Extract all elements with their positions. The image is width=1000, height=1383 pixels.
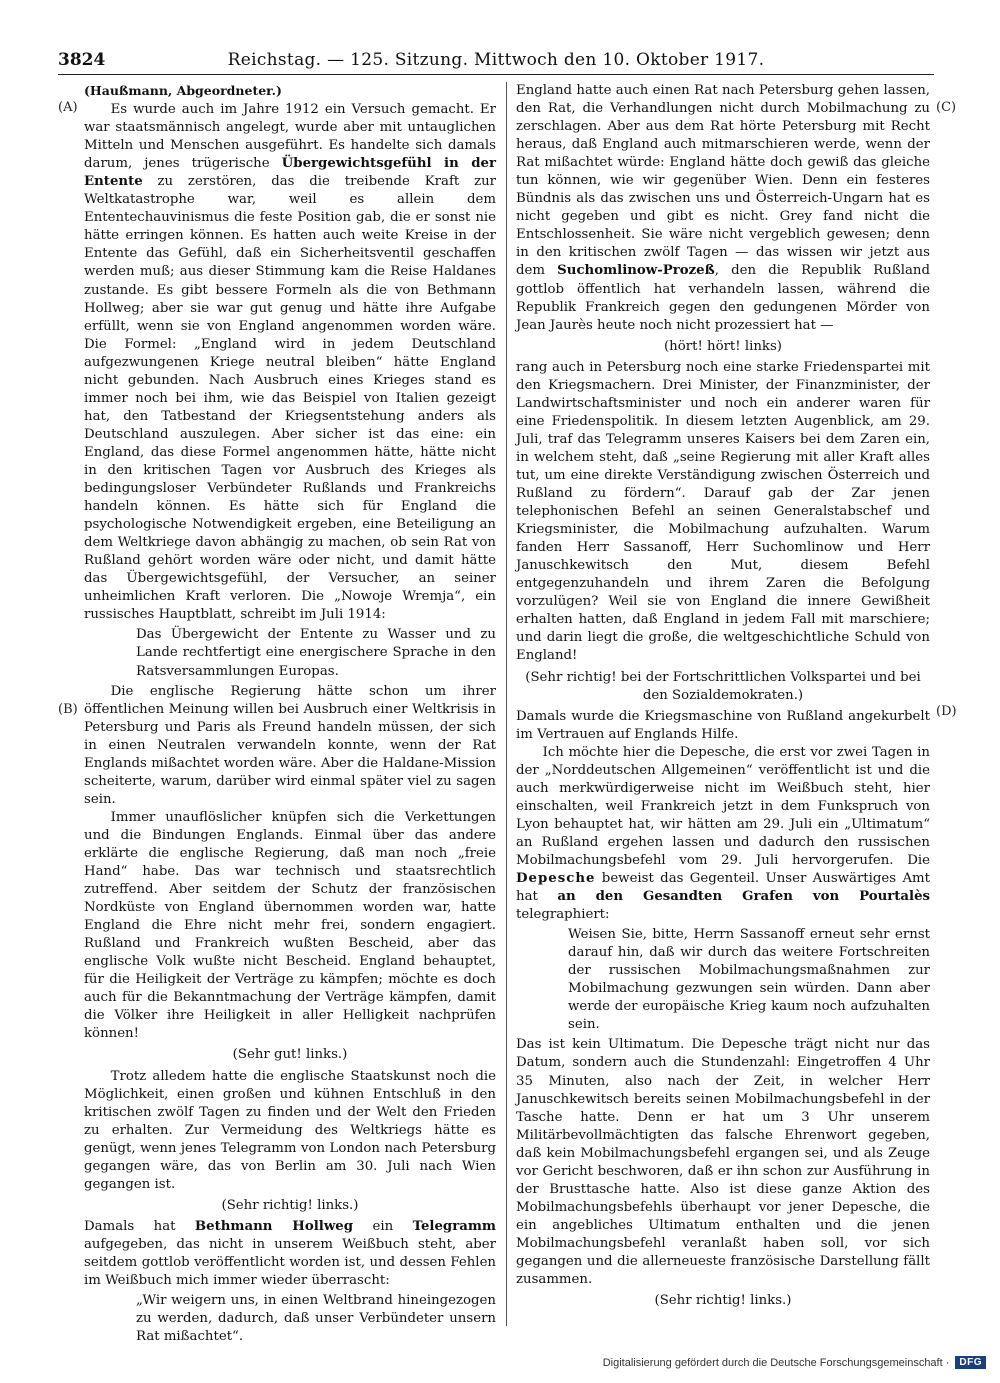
text-span: ein xyxy=(353,1218,413,1234)
interjection: (Sehr gut! links.) xyxy=(232,1047,348,1063)
paragraph: rang auch in Petersburg noch eine starke Friedenspartei mit den Kriegsmachern. Drei Minister, der Finanzminister, der Landwirtschaftsminister und noch ein anderer waren für eine Friedenspolitik. In diesem letzten Augenblick, am 29. Juli, traf das Telegramm unseres Kaisers bei dem Zaren ein, in welchem steht, daß „seine Regierung mit aller Kraft alles tut, um eine direkte Verständigung zwischen Österreich und Rußland zu fördern“. Darauf gab der Zar jenen telephonischen Befehl an seinen Generalstabschef und Kriegsminister, die Mobilmachung aufzuhalten. Warum fanden Herr Sassanoff, Herr Suchomlinow und Herr Januschkewitsch den Mut, diesem Befehl entgegenzuhandeln und ihrem Zaren die Befolgung vorzulügen? Weil sie von England die innere Gewißheit erhalten hatten, daß England in jedem Fall mit marschiere; und darin liegt die große, die weltgeschichtliche Schuld von England! xyxy=(516,359,930,664)
paragraph xyxy=(516,744,930,924)
text-span: aufgegeben, das nicht in unserem Weißbuch steht, aber seitdem gottlob veröffentlicht worden ist, und dessen Fehlen im Weißbuch mich immer wieder überrascht: xyxy=(84,1236,496,1289)
margin-mark-d: (D) xyxy=(936,704,957,719)
paragraph xyxy=(84,101,496,624)
text-span: England hatte auch einen Rat nach Petersburg gehen lassen, den Rat, die Verhandlungen nicht durch Mobilmachung zu zerschlagen. Aber aus dem Rat hörte Petersburg mit Recht heraus, daß England auch mitmarschieren werde, wenn der Rat mißachtet würde: England hätte doch gewiß das gleiche tun können, wie wir gegenüber Wien. Denn ein festeres Bündnis als das zwischen uns und Österreich-Ungarn hat es nicht gegeben und gibt es nicht. Grey fand nicht die Entschlossenheit. Sie wäre nicht vergeblich gewesen; denn in den kritischen zwölf Tagen — das wissen wir jetzt aus dem xyxy=(516,83,930,279)
margin-mark-b: (B) xyxy=(58,702,78,717)
right-column xyxy=(516,82,930,1313)
dfg-logo: DFG xyxy=(955,1356,986,1369)
text-span: telegraphiert: xyxy=(516,907,610,923)
paragraph: Immer unauflöslicher knüpfen sich die Verkettungen und die Bindungen Englands. Einmal über das andere erklärte die englische Regierung, daß man noch „freie Hand“ habe. Das war technisch und staatsrechtlich zutreffend. Aber seitdem der Schutz der französischen Nordküste von England übernommen worden war, hatte England die Ehre nicht mehr frei, sondern engagiert. Rußland und Frankreich wußten Bescheid, aber das englische Volk wußte nicht Bescheid. England behauptet, für die Heiligkeit der Verträge zu kämpfen; möchte es doch auch für die Bekanntmachung der Verträge kämpfen, damit die Völker ihre Heiligkeit in aller Helligkeit nachprüfen können! xyxy=(84,809,496,1042)
credit-text: Digitalisierung gefördert durch die Deutsche Forschungsgemeinschaft · xyxy=(602,1356,950,1369)
paragraph: Damals wurde die Kriegsmaschine von Rußland angekurbelt im Vertrauen auf Englands Hilfe. xyxy=(516,708,930,742)
running-head: Reichstag. — 125. Sitzung. Mittwoch den 10. Oktober 1917. xyxy=(227,50,765,70)
paragraph xyxy=(516,82,930,335)
interjection: (Sehr richtig! bei der Fortschrittlichen Volkspartei und bei den Sozialdemokraten.) xyxy=(525,669,921,703)
margin-mark-a: (A) xyxy=(58,100,78,115)
emphasis-text: Depesche xyxy=(516,871,596,887)
text-span: Ich möchte hier die Depesche, die erst vor zwei Tagen in der „Norddeutschen Allgemeinen“ veröffentlicht ist und die auch merkwürdigerweise nicht im Weißbuch steht, hier einschalten, weil Frankreich jetzt in dem Funkspruch von Lyon behauptet hat, wir hätten am 29. Juli ein „Ultimatum“ an Rußland ergehen lassen und dadurch den russischen Mobilmachungsbefehl vom 29. Juli hervorgerufen. Die xyxy=(516,744,930,868)
text-span: Damals hat xyxy=(84,1218,195,1234)
paragraph: Trotz alledem hatte die englische Staatskunst noch die Möglichkeit, einen großen und kühnen Entschluß in den kritischen zwölf Tagen zu finden und der Welt den Frieden zu erhalten. Zur Vermeidung des Weltkriegs hätte es genügt, wenn jenes Telegramm von London nach Petersburg gegangen wäre, das von Berlin am 30. Juli nach Wien gegangen ist. xyxy=(84,1068,496,1192)
text-span: , den die Republik Rußland gottlob öffentlich hat verhandeln lassen, während die Republik Frankreich gegen den gedungenen Mörder von Jean Jaurès heute noch nicht prozessiert hat — xyxy=(516,263,930,333)
interjection: (Sehr richtig! links.) xyxy=(654,1293,792,1309)
column-divider xyxy=(506,82,507,1326)
emphasis-text: Telegramm xyxy=(412,1218,496,1234)
emphasis-text: an den Gesandten Grafen von Pourtalès xyxy=(557,889,931,905)
digitization-credit xyxy=(603,1356,986,1369)
text-span: beweist das Gegenteil. Unser Auswärtiges Amt hat xyxy=(516,871,930,905)
text-span: zu zerstören, das die treibende Kraft zur Weltkatastrophe war, weil es allein dem Ententechauvinismus die feste Position gab, die er sonst nie hätte erringen können. Es hatten auch weite Kreise in der Entente das Gefühl, daß ein Sicherheitsventil geschaffen werden muß; aus dieser Stimmung kam die Reise Haldanes zustande. Es gibt bessere Formeln als die von Bethmann Hollweg; aber sie war gut genug und hätte ihre Aufgabe erfüllt, wenn sie von England angenommen worden wäre. Die Formel: „England wird in jedem Deutschland aufgezwungenen Kriege neutral bleiben“ hätte England nicht gebunden. Nach Ausbruch eines Krieges stand es immer noch bei ihm, wie das Beispiel von Italien gezeigt hat, den Tatbestand der Kriegsentstehung anders als Deutschland auszulegen. Aber sicher ist das eine: ein England, das diese Formel angenommen hätte, hätte nicht in den kritischen Tagen vor Ausbruch des Krieges als bedingungsloser Verbündeter Rußlands und Frankreichs handeln können. Es hätte sich für England die psychologische Notwendigkeit ergeben, eine Beteiligung an dem Weltkriege davon abhängig zu machen, ob sein Rat von Rußland gehört worden wäre oder nicht, und damit hätte das Übergewichtsgefühl, der Versucher, an seiner unheimlichen Kraft verloren. Die „Nowoje Wremja“, ein russisches Hauptblatt, schreibt im Juli 1914: xyxy=(84,174,496,623)
block-quote: Weisen Sie, bitte, Herrn Sassanoff erneut sehr ernst darauf hin, daß wir durch das weitere Fortschreiten der russischen Mobilmachungsmaßnahmen zur Mobilmachung gezwungen sein würden. Dann aber werde der europäische Krieg kaum noch aufzuhalten sein. xyxy=(568,927,930,1033)
speaker-label: (Haußmann, Abgeordneter.) xyxy=(84,83,282,98)
paragraph: Die englische Regierung hätte schon um ihrer öffentlichen Meinung willen bei Ausbruch einer Weltkrisis in Petersburg und Paris als Freund handeln müssen, der sich in einen Neutralen verwandeln konnte, wenn der Rat Englands mißachtet worden wäre. Aber die Haldane-Mission scheiterte, warum, darüber wird einmal später viel zu sagen sein. xyxy=(84,683,496,807)
left-column xyxy=(84,82,496,1348)
page-number: 3824 xyxy=(58,50,106,70)
margin-mark-c: (C) xyxy=(936,100,957,115)
paragraph xyxy=(84,1218,496,1290)
emphasis-text: Übergewichtsgefühl in der Entente xyxy=(84,156,496,190)
block-quote: „Wir weigern uns, in einen Weltbrand hineingezogen zu werden, dadurch, daß unser Verbündeter unsern Rat mißachtet“. xyxy=(136,1293,496,1345)
page-header xyxy=(58,48,934,75)
interjection: (hört! hört! links) xyxy=(663,338,782,354)
paragraph: Das ist kein Ultimatum. Die Depesche trägt nicht nur das Datum, sondern auch die Stundenzahl: Eingetroffen 4 Uhr 35 Minuten, also nach der Zeit, in welcher Herr Januschkewitsch bereits seinen Mobilmachungsbefehl in der Tasche hatte. Denn er hat um 3 Uhr unserem Militärbevollmächtigten das falsche Ehrenwort gegeben, daß kein Mobilmachungsbefehl ergangen sei, und als Zeuge vor Gericht beschworen, daß er ihn schon zur Ausführung in der Brusttasche hatte. Also ist diese ganze Aktion des Mobilmachungsbefehls überhaupt vor jener Depesche, die ein angebliches Ultimatum enthalten und die jenen Mobilmachungsbefehl veranlaßt haben soll, vor sich gegangen und die allerneueste französische Darstellung fällt zusammen. xyxy=(516,1037,930,1288)
emphasis-text: Suchomlinow-Prozeß xyxy=(557,263,715,279)
interjection: (Sehr richtig! links.) xyxy=(221,1197,359,1213)
emphasis-text: Bethmann Hollweg xyxy=(194,1218,354,1234)
block-quote: Das Übergewicht der Entente zu Wasser und zu Lande rechtfertigt eine energischere Sprache in den Ratsversammlungen Europas. xyxy=(136,627,496,679)
text-span: Es wurde auch im Jahre 1912 ein Versuch gemacht. Er war staatsmännisch angelegt, wurde aber mit untauglichen Mitteln und Menschen ausgeführt. Es handelte sich damals darum, jenes trügerische xyxy=(84,102,496,172)
